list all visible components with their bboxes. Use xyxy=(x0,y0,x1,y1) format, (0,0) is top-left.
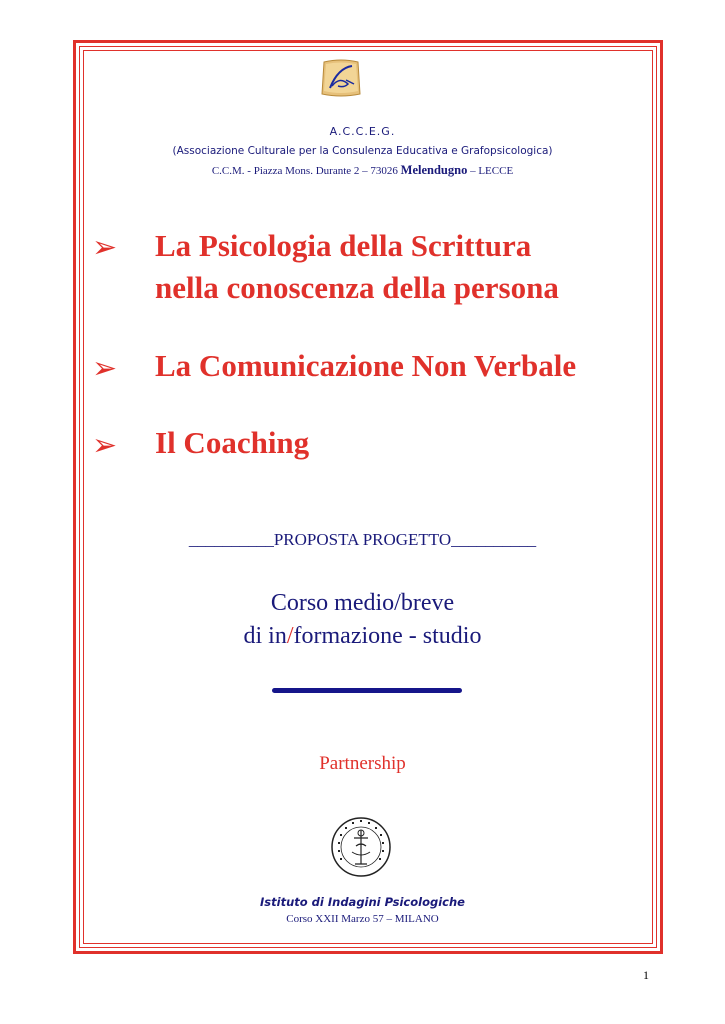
organization-full-name: (Associazione Culturale per la Consulenza Educativa e Grafopsicologica) xyxy=(172,145,553,157)
arrow-bullet-icon: ➢ xyxy=(92,352,118,385)
arrow-bullet-icon: ➢ xyxy=(92,231,118,264)
proposal-rule-right: __________ xyxy=(451,530,537,549)
institute-seal-icon xyxy=(330,816,392,878)
institute-address: Corso XXII Marzo 57 – MILANO xyxy=(286,913,439,925)
quill-on-parchment-logo xyxy=(318,58,364,100)
topic-title: La Psicologia della Scrittura xyxy=(155,228,532,263)
course-title-line1: Corso medio/breve xyxy=(270,590,455,616)
page-border-inner xyxy=(83,50,653,944)
partnership-label: Partnership xyxy=(319,753,406,774)
organization-acronym: A.C.C.E.G. xyxy=(329,125,396,138)
arrow-bullet-icon: ➢ xyxy=(92,429,118,462)
address-city: Melendugno xyxy=(400,163,468,177)
address-street: C.C.M. - Piazza Mons. Durante 2 – 73026 xyxy=(211,165,401,177)
topic-title: La Comunicazione Non Verbale xyxy=(155,348,577,383)
course-line2-start: di in xyxy=(243,623,287,649)
proposal-rule-left: __________ xyxy=(188,530,274,549)
course-title-line2 xyxy=(0,623,725,650)
topic-title: Il Coaching xyxy=(155,425,310,460)
course-slash: / xyxy=(286,623,294,649)
proposal-label: PROPOSTA PROGETTO xyxy=(273,530,452,549)
institute-name: Istituto di Indagini Psicologiche xyxy=(260,895,465,909)
page-number: 1 xyxy=(643,968,649,982)
decorative-divider xyxy=(272,688,462,693)
address-province: – LECCE xyxy=(467,165,514,177)
organization-address xyxy=(0,163,725,178)
proposal-heading xyxy=(0,530,725,550)
course-line2-end: formazione - studio xyxy=(293,623,482,649)
topic-title-continuation: nella conoscenza della persona xyxy=(155,270,559,305)
